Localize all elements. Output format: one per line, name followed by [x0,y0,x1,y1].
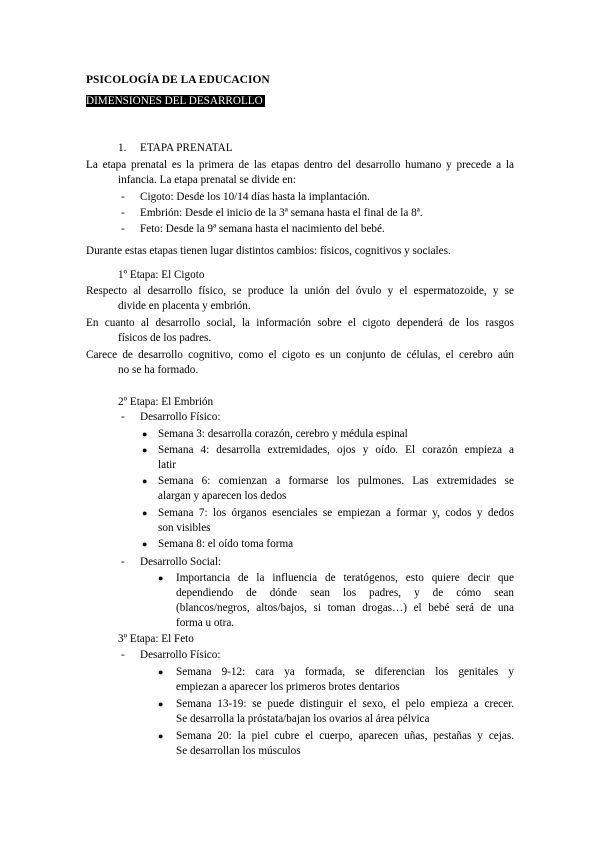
bullet-marker: ● [142,429,148,439]
section-number: 1. [118,142,127,154]
embrion-week-7-line-1: Semana 7: los órganos esenciales se empiezan a formar y, codos y dedos [158,507,514,519]
embrion-week-4-line-1: Semana 4: desarrolla extremidades, ojos y oído. El corazón empieza a [158,444,514,456]
bullet-marker: ● [142,476,148,486]
feto-week-20-line-2: Se desarrollan los músculos [176,745,301,757]
embrion-social-line-2: dependiendo de dónde sean los padres, y de cómo sean [176,587,514,599]
stage-item: Cigoto: Desde los 10/14 días hasta la implantación. [140,191,370,203]
intro-line-1: La etapa prenatal es la primera de las etapas dentro del desarrollo humano y precede a la [86,159,514,171]
cigoto-p3-line-2: no se ha formado. [118,364,199,376]
feto-heading: 3º Etapa: El Feto [118,633,194,645]
embrion-week-8: Semana 8: el oído toma forma [158,538,294,550]
subtitle-highlight: DIMENSIONES DEL DESARROLLO [86,95,263,107]
bullet-marker: ● [158,731,164,741]
embrion-heading: 2º Etapa: El Embrión [118,396,214,408]
cigoto-p2-line-2: físicos de los padres. [118,332,212,344]
embrion-week-7-line-2: son visibles [158,522,211,534]
embrion-social-label: Desarrollo Social: [140,556,222,568]
stage-item: Embrión: Desde el inicio de la 3ª semana hasta el final de la 8ª. [140,207,423,219]
bullet-marker: ● [142,508,148,518]
document-title: PSICOLOGÍA DE LA EDUCACION [86,74,270,86]
feto-week-9-line-1: Semana 9-12: cara ya formada, se diferencian los genitales y [176,666,514,678]
cigoto-p2-line-1: En cuanto al desarrollo social, la información sobre el cigoto dependerá de los rasgos [86,317,514,329]
dash-marker: - [121,649,125,661]
section-heading: ETAPA PRENATAL [140,142,233,154]
dash-marker: - [121,556,125,568]
dash-marker: - [121,191,125,203]
embrion-week-4-line-2: latir [158,459,177,471]
cigoto-p1-line-1: Respecto al desarrollo físico, se produce la unión del óvulo y el espermatozoide, y se [86,285,514,297]
cigoto-p1-line-2: divide en placenta y embrión. [118,300,251,312]
bullet-marker: ● [142,539,148,549]
bullet-marker: ● [158,667,164,677]
cigoto-heading: 1º Etapa: El Cigoto [118,269,205,281]
dash-marker: - [121,223,125,235]
embrion-week-6-line-1: Semana 6: comienzan a formarse los pulmones. Las extremidades se [158,475,514,487]
intro-line-2: infancia. La etapa prenatal se divide en: [118,174,296,186]
feto-week-9-line-2: empiezan a aparecer los primeros brotes dentarios [176,681,400,693]
embrion-fisico-label: Desarrollo Físico: [140,411,221,423]
feto-fisico-label: Desarrollo Físico: [140,649,221,661]
bullet-marker: ● [142,445,148,455]
dash-marker: - [121,207,125,219]
dash-marker: - [121,411,125,423]
stage-item: Feto: Desde la 9ª semana hasta el nacimiento del bebé. [140,223,385,235]
feto-week-13-line-1: Semana 13-19: se puede distinguir el sexo, el pelo empieza a crecer. [176,698,514,710]
feto-week-20-line-1: Semana 20: la piel cubre el cuerpo, aparecen uñas, pestañas y cejas. [176,730,514,742]
embrion-social-line-3: (blancos/negros, altos/bajos, si toman drogas…) el bebé será de una [176,602,514,614]
cigoto-p3-line-1: Carece de desarrollo cognitivo, como el cigoto es un conjunto de células, el cerebro aún [86,349,514,361]
embrion-social-line-1: Importancia de la influencia de teratógenos, esto quiere decir que [176,572,514,584]
embrion-week-6-line-2: alargan y aparecen los dedos [158,490,287,502]
embrion-week-3: Semana 3: desarrolla corazón, cerebro y médula espinal [158,428,408,440]
embrion-social-line-4: forma u otra. [176,617,235,629]
changes-sentence: Durante estas etapas tienen lugar distintos cambios: físicos, cognitivos y sociales. [86,245,451,257]
feto-week-13-line-2: Se desarrolla la próstata/bajan los ovarios al área pélvica [176,713,430,725]
document-subtitle [86,94,265,108]
bullet-marker: ● [158,573,164,583]
bullet-marker: ● [158,699,164,709]
